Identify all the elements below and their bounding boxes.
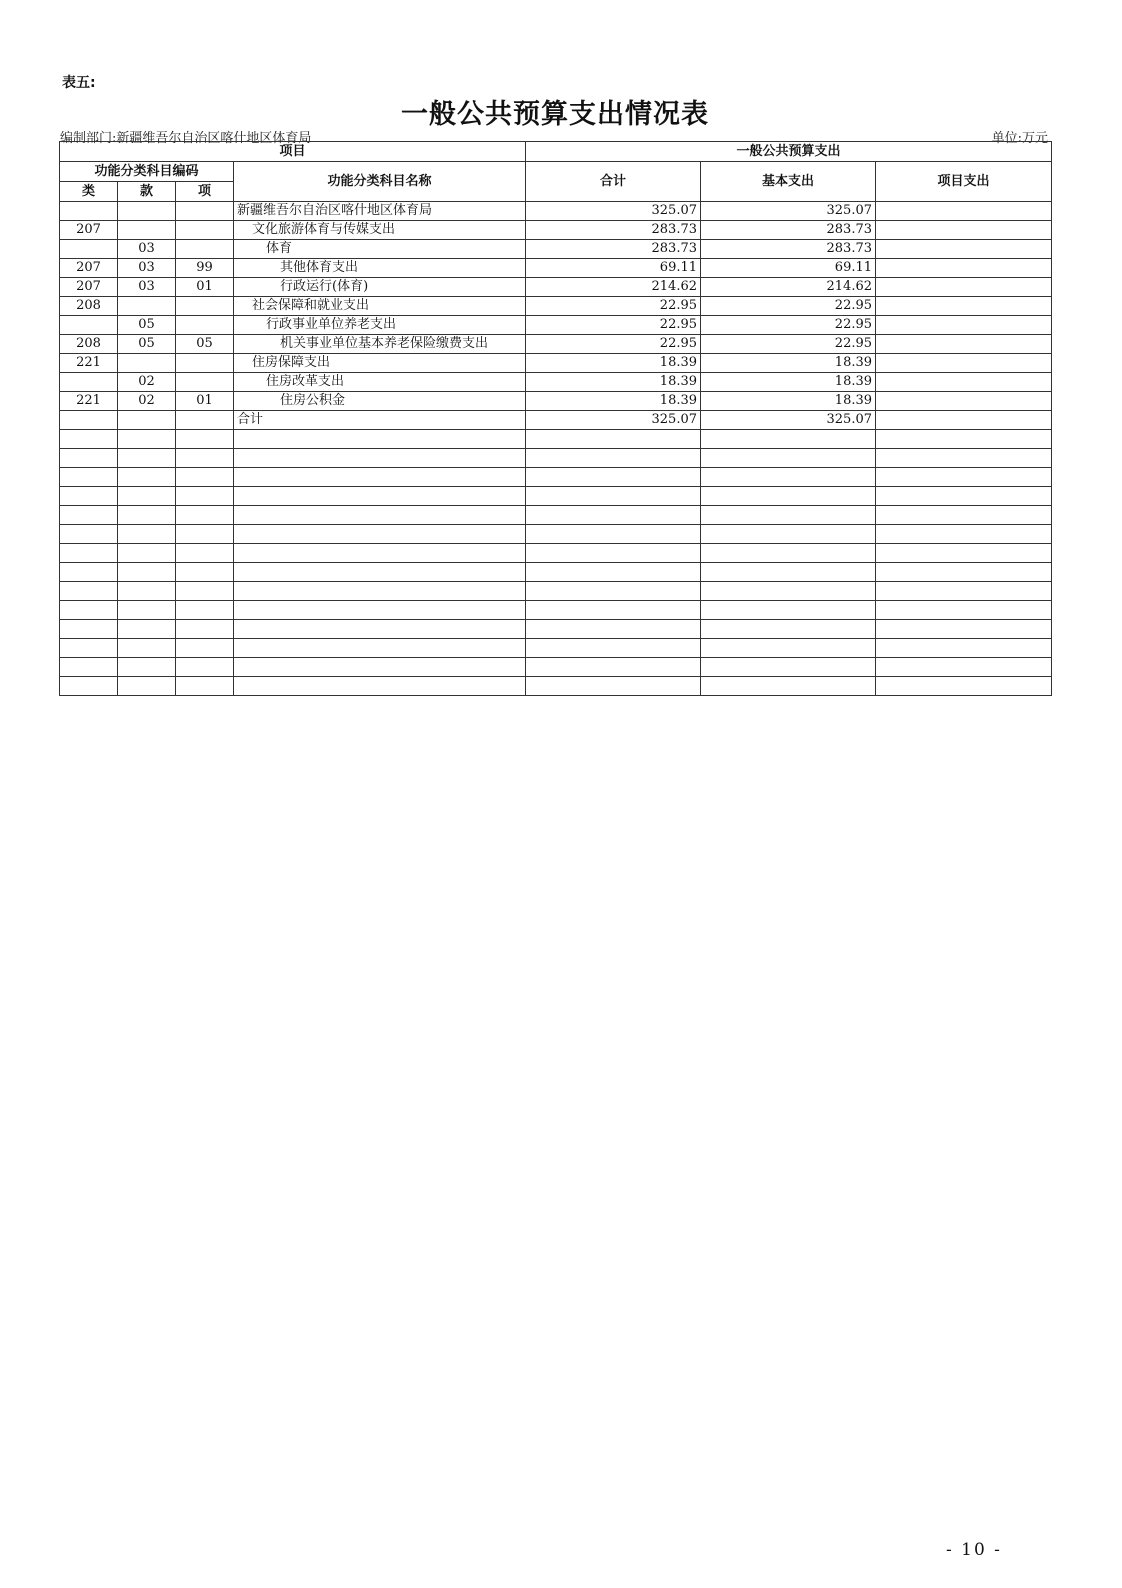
code-kuan-cell: 02	[118, 392, 176, 411]
code-lei-cell: 207	[60, 259, 118, 278]
basic-cell: 325.07	[701, 411, 876, 430]
empty-row	[60, 525, 1052, 544]
empty-row	[60, 582, 1052, 601]
table-row	[60, 259, 1052, 278]
empty-cell	[234, 487, 526, 506]
empty-row	[60, 620, 1052, 639]
department-label: 编制部门:新疆维吾尔自治区喀什地区体育局	[60, 131, 312, 146]
empty-cell	[234, 449, 526, 468]
empty-cell	[118, 544, 176, 563]
empty-cell	[526, 620, 701, 639]
code-kuan-cell: 05	[118, 316, 176, 335]
item-name-cell: 住房保障支出	[234, 354, 526, 373]
empty-cell	[701, 487, 876, 506]
empty-cell	[526, 601, 701, 620]
table-row	[60, 373, 1052, 392]
item-name-cell: 住房公积金	[234, 392, 526, 411]
basic-cell: 22.95	[701, 335, 876, 354]
empty-row	[60, 468, 1052, 487]
code-xiang-cell: 01	[176, 392, 234, 411]
empty-cell	[526, 468, 701, 487]
code-kuan-cell: 05	[118, 335, 176, 354]
empty-cell	[526, 658, 701, 677]
empty-cell	[60, 468, 118, 487]
empty-cell	[234, 430, 526, 449]
empty-cell	[176, 449, 234, 468]
header-project: 项目	[60, 142, 526, 162]
empty-cell	[234, 639, 526, 658]
item-name-cell: 其他体育支出	[234, 259, 526, 278]
empty-cell	[526, 582, 701, 601]
table-row	[60, 202, 1052, 221]
empty-cell	[60, 506, 118, 525]
empty-row	[60, 639, 1052, 658]
empty-cell	[526, 430, 701, 449]
empty-cell	[176, 639, 234, 658]
total-cell: 22.95	[526, 297, 701, 316]
table-row	[60, 297, 1052, 316]
empty-row	[60, 544, 1052, 563]
code-kuan-cell: 03	[118, 240, 176, 259]
code-lei-cell	[60, 240, 118, 259]
empty-cell	[118, 658, 176, 677]
empty-row	[60, 601, 1052, 620]
basic-cell: 283.73	[701, 221, 876, 240]
project-expense-cell	[876, 202, 1052, 221]
code-kuan-cell	[118, 202, 176, 221]
item-name-cell: 合计	[234, 411, 526, 430]
header-budget-group: 一般公共预算支出	[526, 142, 1052, 162]
empty-cell	[176, 525, 234, 544]
empty-cell	[60, 639, 118, 658]
code-xiang-cell: 99	[176, 259, 234, 278]
empty-cell	[234, 582, 526, 601]
empty-cell	[118, 487, 176, 506]
table-label: 表五:	[62, 75, 96, 91]
empty-cell	[701, 639, 876, 658]
total-cell: 283.73	[526, 221, 701, 240]
empty-cell	[176, 487, 234, 506]
code-xiang-cell	[176, 316, 234, 335]
empty-cell	[118, 525, 176, 544]
empty-cell	[526, 506, 701, 525]
empty-cell	[876, 620, 1052, 639]
empty-cell	[118, 639, 176, 658]
empty-cell	[526, 639, 701, 658]
empty-cell	[701, 601, 876, 620]
code-xiang-cell	[176, 354, 234, 373]
basic-cell: 18.39	[701, 354, 876, 373]
project-expense-cell	[876, 373, 1052, 392]
code-xiang-cell	[176, 411, 234, 430]
empty-cell	[60, 449, 118, 468]
code-kuan-cell	[118, 354, 176, 373]
empty-row	[60, 487, 1052, 506]
empty-cell	[60, 601, 118, 620]
empty-cell	[60, 582, 118, 601]
code-kuan-cell	[118, 411, 176, 430]
empty-cell	[234, 620, 526, 639]
empty-cell	[118, 677, 176, 696]
empty-cell	[526, 677, 701, 696]
page-number: - 10 -	[946, 1540, 1002, 1560]
empty-row	[60, 658, 1052, 677]
empty-cell	[876, 525, 1052, 544]
page-title: 一般公共预算支出情况表	[401, 99, 709, 130]
empty-cell	[526, 525, 701, 544]
code-lei-cell: 221	[60, 392, 118, 411]
code-lei-cell: 221	[60, 354, 118, 373]
code-xiang-cell	[176, 240, 234, 259]
code-lei-cell: 207	[60, 221, 118, 240]
empty-cell	[876, 449, 1052, 468]
total-cell: 69.11	[526, 259, 701, 278]
empty-cell	[876, 487, 1052, 506]
total-cell: 22.95	[526, 316, 701, 335]
empty-cell	[701, 430, 876, 449]
empty-cell	[876, 658, 1052, 677]
empty-cell	[234, 677, 526, 696]
empty-cell	[701, 468, 876, 487]
empty-cell	[876, 506, 1052, 525]
empty-cell	[876, 563, 1052, 582]
empty-cell	[118, 582, 176, 601]
empty-cell	[60, 430, 118, 449]
empty-cell	[876, 430, 1052, 449]
code-lei-cell	[60, 316, 118, 335]
empty-cell	[526, 449, 701, 468]
code-xiang-cell	[176, 297, 234, 316]
item-name-cell: 机关事业单位基本养老保险缴费支出	[234, 335, 526, 354]
empty-cell	[526, 487, 701, 506]
item-name-cell: 行政事业单位养老支出	[234, 316, 526, 335]
item-name-cell: 文化旅游体育与传媒支出	[234, 221, 526, 240]
project-expense-cell	[876, 354, 1052, 373]
item-name-cell: 社会保障和就业支出	[234, 297, 526, 316]
basic-cell: 214.62	[701, 278, 876, 297]
basic-cell: 22.95	[701, 316, 876, 335]
code-kuan-cell	[118, 297, 176, 316]
empty-cell	[118, 430, 176, 449]
project-expense-cell	[876, 297, 1052, 316]
total-cell: 22.95	[526, 335, 701, 354]
empty-row	[60, 563, 1052, 582]
empty-row	[60, 449, 1052, 468]
item-name-cell: 新疆维吾尔自治区喀什地区体育局	[234, 202, 526, 221]
empty-cell	[876, 677, 1052, 696]
empty-cell	[118, 468, 176, 487]
code-kuan-cell: 02	[118, 373, 176, 392]
header-basic: 基本支出	[701, 162, 876, 202]
empty-cell	[234, 468, 526, 487]
project-expense-cell	[876, 411, 1052, 430]
empty-cell	[234, 601, 526, 620]
header-kuan: 款	[118, 182, 176, 202]
empty-cell	[176, 468, 234, 487]
empty-cell	[701, 677, 876, 696]
code-xiang-cell	[176, 373, 234, 392]
empty-cell	[701, 525, 876, 544]
table-row	[60, 278, 1052, 297]
empty-cell	[876, 544, 1052, 563]
header-xiang: 项	[176, 182, 234, 202]
empty-cell	[118, 563, 176, 582]
budget-table	[59, 141, 1052, 696]
table-row	[60, 411, 1052, 430]
empty-cell	[176, 544, 234, 563]
empty-cell	[876, 468, 1052, 487]
empty-cell	[701, 620, 876, 639]
empty-cell	[60, 544, 118, 563]
code-lei-cell: 208	[60, 297, 118, 316]
project-expense-cell	[876, 221, 1052, 240]
basic-cell: 18.39	[701, 392, 876, 411]
header-total: 合计	[526, 162, 701, 202]
total-cell: 18.39	[526, 392, 701, 411]
empty-cell	[876, 582, 1052, 601]
table-body	[60, 202, 1052, 696]
unit-label: 单位:万元	[991, 131, 1048, 146]
empty-cell	[701, 563, 876, 582]
code-xiang-cell	[176, 221, 234, 240]
project-expense-cell	[876, 278, 1052, 297]
total-cell: 325.07	[526, 411, 701, 430]
code-kuan-cell: 03	[118, 259, 176, 278]
header-project-expense: 项目支出	[876, 162, 1052, 202]
empty-cell	[176, 620, 234, 639]
empty-cell	[234, 658, 526, 677]
total-cell: 325.07	[526, 202, 701, 221]
project-expense-cell	[876, 259, 1052, 278]
code-lei-cell: 208	[60, 335, 118, 354]
basic-cell: 22.95	[701, 297, 876, 316]
empty-cell	[60, 563, 118, 582]
table-row	[60, 221, 1052, 240]
empty-row	[60, 506, 1052, 525]
table-row	[60, 392, 1052, 411]
table-row	[60, 316, 1052, 335]
empty-row	[60, 677, 1052, 696]
code-lei-cell	[60, 373, 118, 392]
total-cell: 214.62	[526, 278, 701, 297]
header-item-name: 功能分类科目名称	[234, 162, 526, 202]
header-lei: 类	[60, 182, 118, 202]
empty-cell	[701, 506, 876, 525]
table-row	[60, 335, 1052, 354]
empty-cell	[701, 544, 876, 563]
basic-cell: 283.73	[701, 240, 876, 259]
item-name-cell: 体育	[234, 240, 526, 259]
basic-cell: 325.07	[701, 202, 876, 221]
empty-cell	[176, 506, 234, 525]
empty-cell	[176, 601, 234, 620]
code-xiang-cell	[176, 202, 234, 221]
empty-cell	[234, 506, 526, 525]
empty-cell	[118, 601, 176, 620]
project-expense-cell	[876, 335, 1052, 354]
empty-cell	[234, 525, 526, 544]
code-lei-cell	[60, 202, 118, 221]
empty-cell	[60, 677, 118, 696]
empty-cell	[176, 582, 234, 601]
empty-cell	[60, 525, 118, 544]
code-xiang-cell: 05	[176, 335, 234, 354]
code-lei-cell: 207	[60, 278, 118, 297]
project-expense-cell	[876, 240, 1052, 259]
code-xiang-cell: 01	[176, 278, 234, 297]
code-kuan-cell: 03	[118, 278, 176, 297]
empty-cell	[176, 677, 234, 696]
project-expense-cell	[876, 316, 1052, 335]
total-cell: 18.39	[526, 373, 701, 392]
empty-cell	[526, 563, 701, 582]
empty-row	[60, 430, 1052, 449]
empty-cell	[701, 582, 876, 601]
basic-cell: 69.11	[701, 259, 876, 278]
table-row	[60, 240, 1052, 259]
empty-cell	[176, 658, 234, 677]
empty-cell	[526, 544, 701, 563]
empty-cell	[60, 620, 118, 639]
empty-cell	[234, 563, 526, 582]
empty-cell	[701, 658, 876, 677]
empty-cell	[701, 449, 876, 468]
empty-cell	[876, 639, 1052, 658]
empty-cell	[118, 620, 176, 639]
empty-cell	[60, 658, 118, 677]
empty-cell	[176, 563, 234, 582]
empty-cell	[118, 506, 176, 525]
table-row	[60, 354, 1052, 373]
code-kuan-cell	[118, 221, 176, 240]
header-code-group: 功能分类科目编码	[60, 162, 234, 182]
project-expense-cell	[876, 392, 1052, 411]
empty-cell	[118, 449, 176, 468]
basic-cell: 18.39	[701, 373, 876, 392]
empty-cell	[60, 487, 118, 506]
total-cell: 283.73	[526, 240, 701, 259]
code-lei-cell	[60, 411, 118, 430]
total-cell: 18.39	[526, 354, 701, 373]
empty-cell	[876, 601, 1052, 620]
empty-cell	[176, 430, 234, 449]
empty-cell	[234, 544, 526, 563]
item-name-cell: 住房改革支出	[234, 373, 526, 392]
item-name-cell: 行政运行(体育)	[234, 278, 526, 297]
